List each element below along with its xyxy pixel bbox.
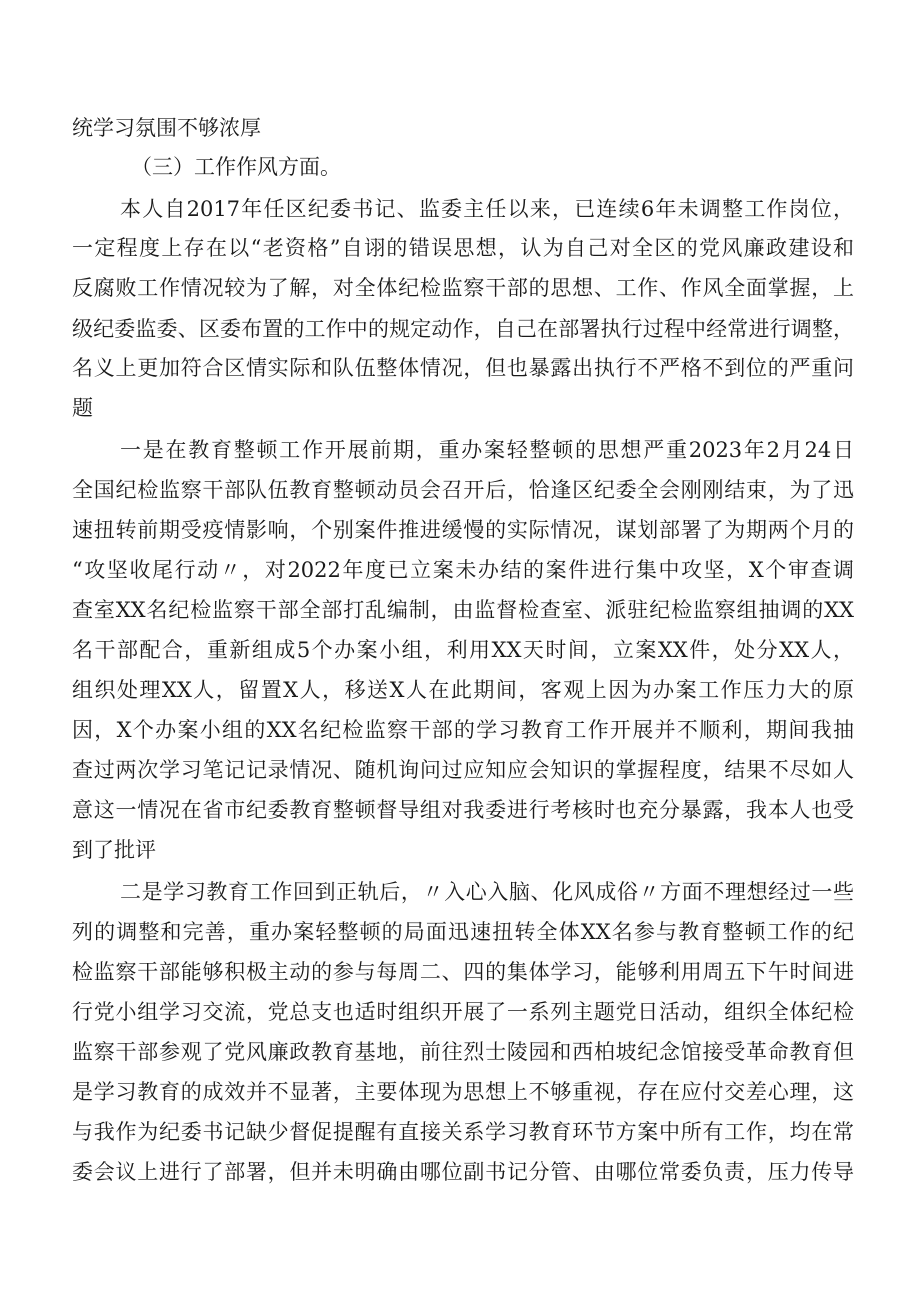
paragraph-line: 全国纪检监察干部队伍教育整顿动员会召开后，恰逢区纪委全会刚刚结束，为了迅: [72, 478, 854, 502]
paragraph-line: 组织处理XX人，留置X人，移送X人在此期间，客观上因为办案工作压力大的原: [72, 678, 854, 702]
paragraph-line: 是学习教育的成效并不显著，主要体现为思想上不够重视，存在应付交差心理，这: [72, 1080, 854, 1104]
paragraph-line: 反腐败工作情况较为了解，对全体纪检监察干部的思想、工作、作风全面掌握，上: [72, 276, 854, 300]
paragraph-line: 查过两次学习笔记记录情况、随机询问过应知应会知识的掌握程度，结果不尽如人: [72, 758, 854, 782]
paragraph-line: 名义上更加符合区情实际和队伍整体情况，但也暴露出执行不严格不到位的严重问: [72, 356, 854, 380]
paragraph-line: 监察干部参观了党风廉政教育基地，前往烈士陵园和西柏坡纪念馆接受革命教育但: [72, 1040, 854, 1064]
paragraph-line: 题: [72, 396, 93, 420]
paragraph-line: 二是学习教育工作回到正轨后，〃入心入脑、化风成俗〃方面不理想经过一些: [120, 880, 854, 904]
paragraph-line: 到了批评: [72, 838, 156, 862]
paragraph-line: “攻坚收尾行动〃，对2022年度已立案未办结的案件进行集中攻坚，X个审查调: [72, 558, 854, 582]
paragraph-line: 级纪委监委、区委布置的工作中的规定动作，自己在部署执行过程中经常进行调整，: [72, 317, 854, 341]
paragraph-line: 一定程度上存在以“老资格”自诩的错误思想，认为自己对全区的党风廉政建设和: [72, 236, 854, 260]
paragraph-line: 因，X个办案小组的XX名纪检监察干部的学习教育工作开展并不顺利，期间我抽: [72, 718, 854, 742]
paragraph-line: 检监察干部能够积极主动的参与每周二、四的集体学习，能够利用周五下午时间进: [72, 960, 854, 984]
paragraph-line: 速扭转前期受疫情影响，个别案件推进缓慢的实际情况，谋划部署了为期两个月的: [72, 518, 854, 542]
paragraph-line: 列的调整和完善，重办案轻整顿的局面迅速扭转全体XX名参与教育整顿工作的纪: [72, 920, 854, 944]
paragraph-line: 意这一情况在省市纪委教育整顿督导组对我委进行考核时也充分暴露，我本人也受: [72, 798, 854, 822]
text-line: 统学习氛围不够浓厚: [72, 116, 261, 140]
paragraph-line: 行党小组学习交流，党总支也适时组织开展了一系列主题党日活动，组织全体纪检: [72, 1000, 854, 1024]
paragraph-line: 查室XX名纪检监察干部全部打乱编制，由监督检查室、派驻纪检监察组抽调的XX: [72, 598, 854, 622]
paragraph-line: 本人自2017年任区纪委书记、监委主任以来，已连续6年未调整工作岗位，: [120, 197, 854, 221]
paragraph-line: 与我作为纪委书记缺少督促提醒有直接关系学习教育环节方案中所有工作，均在常: [72, 1120, 854, 1144]
paragraph-line: 一是在教育整顿工作开展前期，重办案轻整顿的思想严重2023年2月24日: [120, 438, 854, 462]
paragraph-line: 名干部配合，重新组成5个办案小组，利用XX天时间，立案XX件，处分XX人，: [72, 638, 854, 662]
paragraph-line: 委会议上进行了部署，但并未明确由哪位副书记分管、由哪位常委负责，压力传导: [72, 1160, 854, 1184]
section-heading: （三）工作作风方面。: [131, 155, 341, 179]
